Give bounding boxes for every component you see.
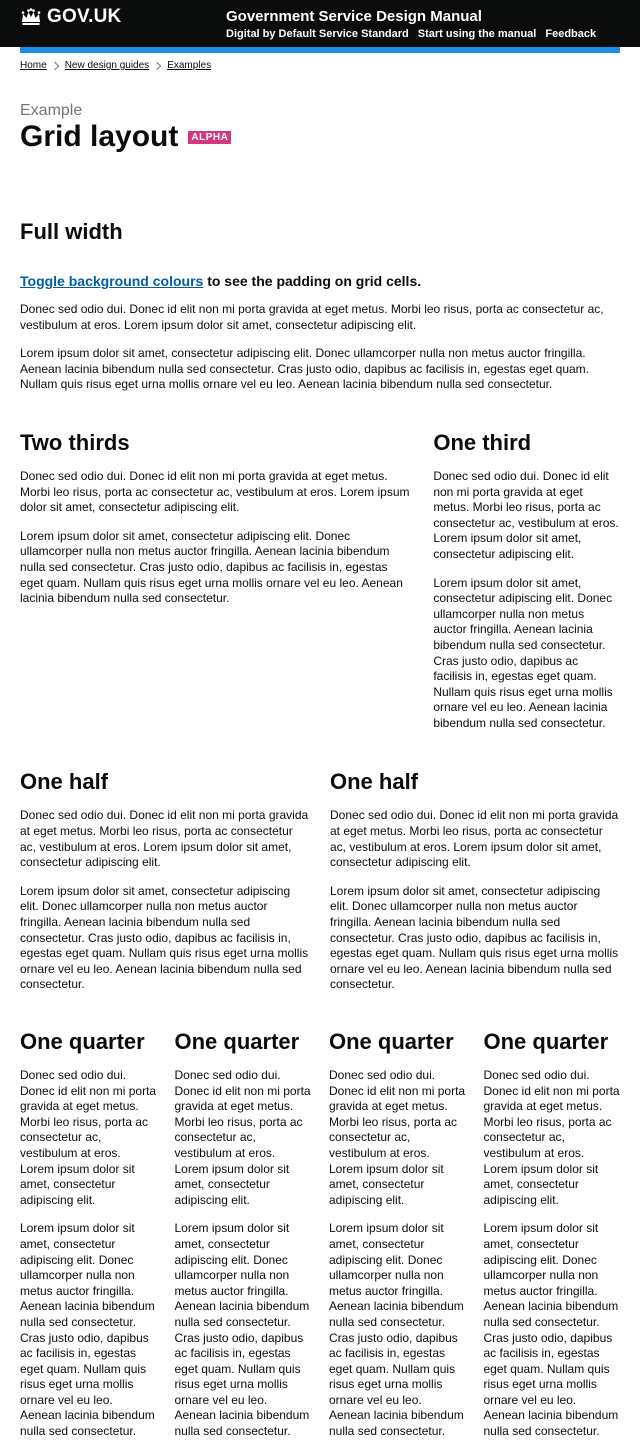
one-quarter-paragraph-2: Lorem ipsum dolor sit amet, consectetur adipiscing elit. Donec ullamcorper nulla non metus auctor fringilla. Aenean lacinia bibendum nulla sed consectetur. Cras justo odio, dapibus ac facilisis in, egestas eget quam. Nullam quis risus eget urna mollis ornare vel eu leo. Aenean lacinia bibendum nulla sed consectetur. bbox=[483, 1221, 619, 1439]
nav-link-service-standard[interactable]: Digital by Default Service Standard bbox=[226, 28, 409, 40]
two-thirds-paragraph-1: Donec sed odio dui. Donec id elit non mi porta gravida at eget metus. Morbi leo risus, porta ac consectetur ac, vestibulum at eros. Lorem ipsum dolor sit amet, consectetur adipiscing elit. bbox=[20, 468, 410, 515]
toggle-background-link[interactable]: Toggle background colours bbox=[20, 273, 204, 289]
phase-tag: ALPHA bbox=[188, 131, 231, 144]
one-quarter-paragraph-2: Lorem ipsum dolor sit amet, consectetur adipiscing elit. Donec ullamcorper nulla non metus auctor fringilla. Aenean lacinia bibendum nulla sed consectetur. Cras justo odio, dapibus ac facilisis in, egestas eget quam. Nullam quis risus eget urna mollis ornare vel eu leo. Aenean lacinia bibendum nulla sed consectetur. bbox=[329, 1221, 464, 1439]
one-quarter-paragraph-1: Donec sed odio dui. Donec id elit non mi porta gravida at eget metus. Morbi leo risus, porta ac consectetur ac, vestibulum at eros. Lorem ipsum dolor sit amet, consectetur adipiscing elit. bbox=[483, 1068, 620, 1207]
one-quarter-paragraph-1: Donec sed odio dui. Donec id elit non mi porta gravida at eget metus. Morbi leo risus, porta ac consectetur ac, vestibulum at eros. Lorem ipsum dolor sit amet, consectetur adipiscing elit. bbox=[20, 1068, 157, 1207]
one-quarter-paragraph-1: Donec sed odio dui. Donec id elit non mi porta gravida at eget metus. Morbi leo risus, porta ac consectetur ac, vestibulum at eros. Lorem ipsum dolor sit amet, consectetur adipiscing elit. bbox=[329, 1068, 466, 1207]
toggle-line bbox=[20, 272, 620, 290]
full-width-section bbox=[0, 219, 640, 393]
global-header bbox=[0, 0, 640, 47]
one-quarter-column bbox=[175, 1029, 312, 1440]
toggle-suffix-text: to see the padding on grid cells. bbox=[203, 273, 422, 289]
full-width-heading: Full width bbox=[20, 219, 123, 244]
one-half-paragraph-2: Lorem ipsum dolor sit amet, consectetur adipiscing elit. Donec ullamcorper nulla non metus auctor fringilla. Aenean lacinia bibendum nulla sed consectetur. Cras justo odio, dapibus ac facilisis in, egestas eget quam. Nullam quis risus eget urna mollis ornare vel eu leo. Aenean lacinia bibendum nulla sed consectetur. bbox=[20, 883, 309, 992]
two-thirds-paragraph-2: Lorem ipsum dolor sit amet, consectetur adipiscing elit. Donec ullamcorper nulla non metus auctor fringilla. Aenean lacinia bibendum nulla sed consectetur. Cras justo odio, dapibus ac facilisis in, egestas eget quam. Nullam quis risus eget urna mollis ornare vel eu leo. Aenean lacinia bibendum nulla sed consectetur. bbox=[20, 528, 403, 606]
one-quarter-column bbox=[484, 1029, 621, 1440]
one-quarter-heading: One quarter bbox=[483, 1029, 609, 1054]
two-thirds-column bbox=[20, 430, 413, 732]
one-quarter-paragraph-2: Lorem ipsum dolor sit amet, consectetur adipiscing elit. Donec ullamcorper nulla non metus auctor fringilla. Aenean lacinia bibendum nulla sed consectetur. Cras justo odio, dapibus ac facilisis in, egestas eget quam. Nullam quis risus eget urna mollis ornare vel eu leo. Aenean lacinia bibendum nulla sed consectetur. bbox=[174, 1221, 310, 1439]
one-half-column bbox=[20, 769, 310, 993]
nav-link-start-using[interactable]: Start using the manual bbox=[417, 28, 537, 40]
one-half-heading: One half bbox=[330, 769, 419, 795]
one-quarter-heading: One quarter bbox=[174, 1029, 300, 1054]
one-quarter-heading: One quarter bbox=[20, 1029, 145, 1054]
proposition-nav bbox=[226, 28, 596, 40]
crown-icon bbox=[20, 8, 42, 26]
one-quarter-paragraph-2: Lorem ipsum dolor sit amet, consectetur adipiscing elit. Donec ullamcorper nulla non metus auctor fringilla. Aenean lacinia bibendum nulla sed consectetur. Cras justo odio, dapibus ac facilisis in, egestas eget quam. Nullam quis risus eget urna mollis ornare vel eu leo. Aenean lacinia bibendum nulla sed consectetur. bbox=[20, 1221, 155, 1439]
breadcrumb-home[interactable]: Home bbox=[20, 60, 47, 71]
thirds-row bbox=[0, 430, 640, 732]
one-quarter-column bbox=[20, 1029, 157, 1440]
quarters-row bbox=[0, 1029, 640, 1440]
one-third-heading: One third bbox=[433, 429, 532, 455]
two-thirds-heading: Two thirds bbox=[20, 429, 130, 455]
full-width-paragraph-2: Lorem ipsum dolor sit amet, consectetur adipiscing elit. Donec ullamcorper nulla non metus auctor fringilla. Aenean lacinia bibendum nulla sed consectetur. Cras justo odio, dapibus ac facilisis in, egestas eget quam. Nullam quis risus eget urna mollis ornare vel eu leo. Aenean lacinia bibendum nulla sed consectetur. bbox=[20, 346, 590, 392]
chevron-right-icon bbox=[50, 61, 58, 69]
page-title: Grid layout bbox=[20, 120, 179, 153]
chevron-right-icon bbox=[153, 61, 161, 69]
one-half-paragraph-1: Donec sed odio dui. Donec id elit non mi porta gravida at eget metus. Morbi leo risus, porta ac consectetur ac, vestibulum at eros. Lorem ipsum dolor sit amet, consectetur adipiscing elit. bbox=[330, 808, 619, 870]
one-third-column bbox=[433, 430, 620, 732]
one-half-paragraph-2: Lorem ipsum dolor sit amet, consectetur adipiscing elit. Donec ullamcorper nulla non metus auctor fringilla. Aenean lacinia bibendum nulla sed consectetur. Cras justo odio, dapibus ac facilisis in, egestas eget quam. Nullam quis risus eget urna mollis ornare vel eu leo. Aenean lacinia bibendum nulla sed consectetur. bbox=[330, 883, 619, 992]
service-name-link[interactable]: Government Service Design Manual bbox=[226, 8, 482, 25]
breadcrumb-examples[interactable]: Examples bbox=[167, 60, 212, 71]
halves-row bbox=[0, 769, 640, 993]
page-title-row bbox=[20, 121, 620, 153]
one-half-paragraph-1: Donec sed odio dui. Donec id elit non mi porta gravida at eget metus. Morbi leo risus, porta ac consectetur ac, vestibulum at eros. Lorem ipsum dolor sit amet, consectetur adipiscing elit. bbox=[20, 808, 309, 870]
page-caption: Example bbox=[20, 102, 83, 119]
page-heading bbox=[0, 102, 640, 153]
one-quarter-column bbox=[329, 1029, 466, 1440]
one-third-paragraph-2: Lorem ipsum dolor sit amet, consectetur adipiscing elit. Donec ullamcorper nulla non metus auctor fringilla. Aenean lacinia bibendum nulla sed consectetur. Cras justo odio, dapibus ac facilisis in, egestas eget quam. Nullam quis risus eget urna mollis ornare vel eu leo. Aenean lacinia bibendum nulla sed consectetur. bbox=[433, 575, 613, 730]
full-width-paragraph-1: Donec sed odio dui. Donec id elit non mi porta gravida at eget metus. Morbi leo risus, porta ac consectetur ac, vestibulum at eros. Lorem ipsum dolor sit amet, consectetur adipiscing elit. bbox=[20, 302, 604, 332]
one-quarter-heading: One quarter bbox=[329, 1029, 454, 1054]
one-half-column bbox=[330, 769, 620, 993]
breadcrumb-new-design-guides[interactable]: New design guides bbox=[64, 60, 150, 71]
one-half-heading: One half bbox=[20, 769, 109, 795]
breadcrumb bbox=[0, 53, 640, 71]
one-third-paragraph-1: Donec sed odio dui. Donec id elit non mi porta gravida at eget metus. Morbi leo risus, porta ac consectetur ac, vestibulum at eros. Lorem ipsum dolor sit amet, consectetur adipiscing elit. bbox=[433, 468, 619, 561]
nav-link-feedback[interactable]: Feedback bbox=[545, 28, 597, 40]
one-quarter-paragraph-1: Donec sed odio dui. Donec id elit non mi porta gravida at eget metus. Morbi leo risus, porta ac consectetur ac, vestibulum at eros. Lorem ipsum dolor sit amet, consectetur adipiscing elit. bbox=[174, 1068, 311, 1207]
govuk-logo-link[interactable] bbox=[20, 6, 121, 28]
logo-text: GOV.UK bbox=[47, 6, 122, 27]
